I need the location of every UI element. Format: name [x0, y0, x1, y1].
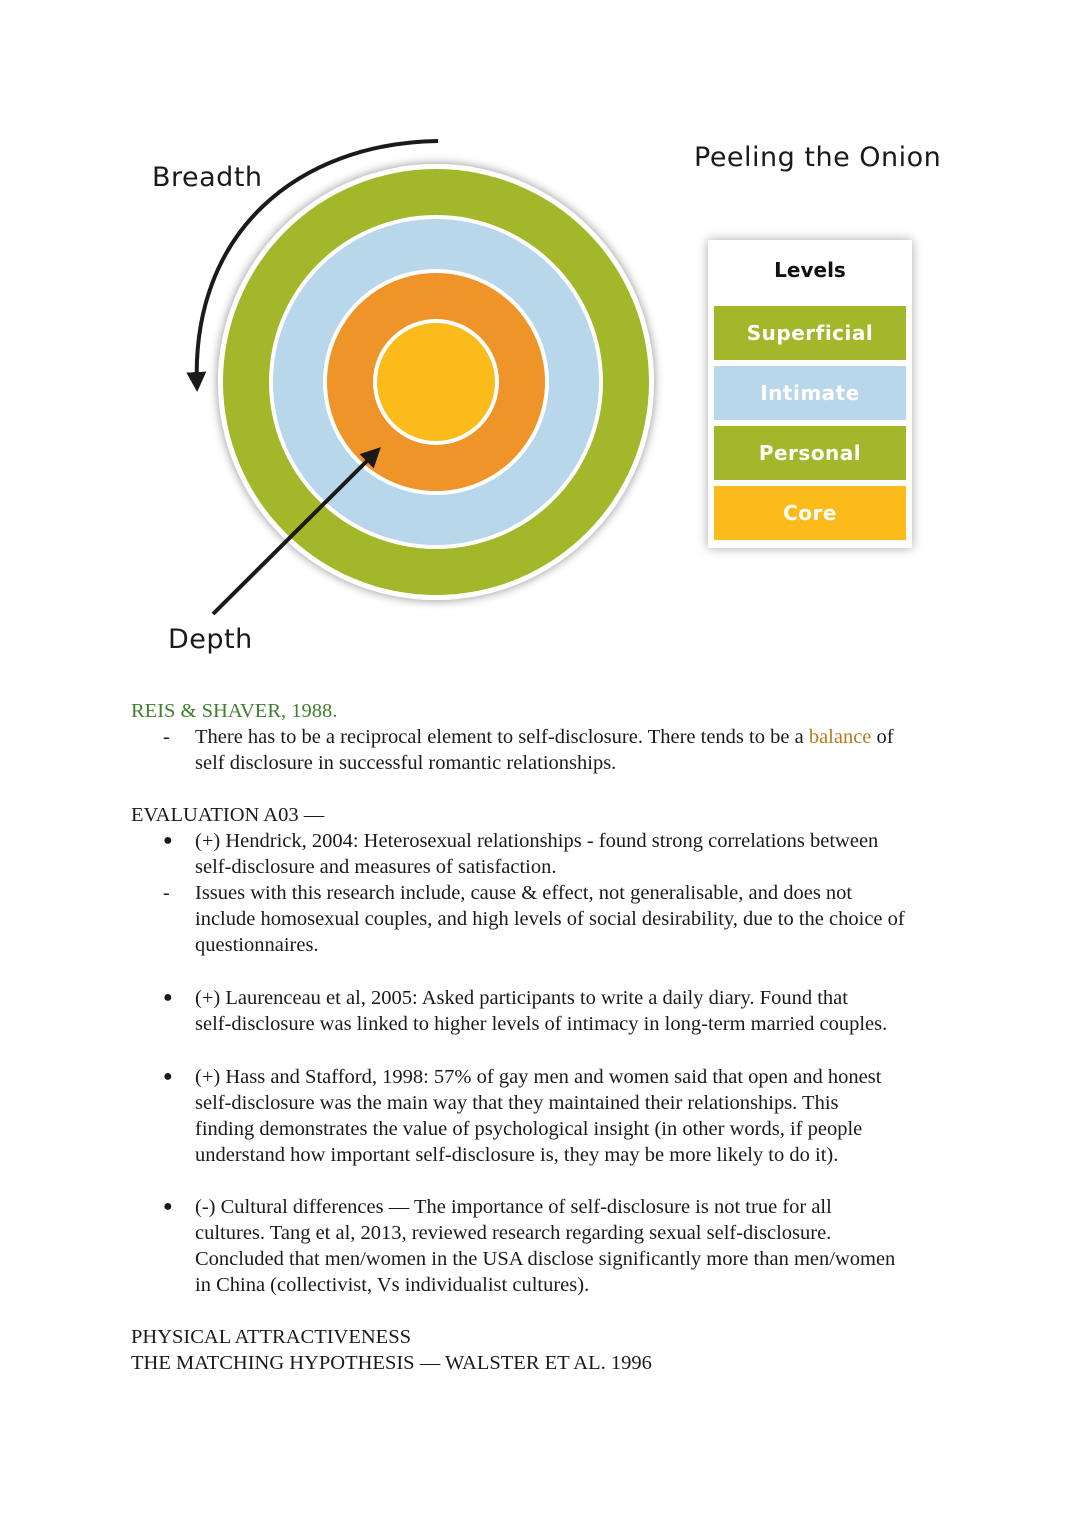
matching-hypothesis-heading: THE MATCHING HYPOTHESIS — WALSTER ET AL. 1996 — [131, 1352, 652, 1374]
hass-line-2: self-disclosure was the main way that they maintained their relationships. This — [195, 1092, 839, 1114]
laurenceau-line-2: self-disclosure was linked to higher levels of intimacy in long-term married couples. — [195, 1013, 888, 1035]
cultural-line-2: cultures. Tang et al, 2013, reviewed research regarding sexual self-disclosure. — [195, 1222, 832, 1244]
bullet-marker: ● — [163, 1068, 173, 1085]
onion-ring-core — [377, 323, 495, 441]
physical-attractiveness-heading: PHYSICAL ATTRACTIVENESS — [131, 1326, 412, 1348]
onion-diagram — [0, 0, 1080, 680]
legend-item-intimate: Intimate — [714, 366, 906, 420]
hass-line-3: finding demonstrates the value of psychological insight (in other words, if people — [195, 1118, 863, 1140]
breadth-label: Breadth — [152, 162, 263, 193]
bullet-marker: ● — [163, 832, 173, 849]
diagram-title: Peeling the Onion — [694, 142, 942, 173]
reis-heading: REIS & SHAVER, 1988. — [131, 700, 338, 722]
onion-rings-graphic — [0, 0, 1080, 680]
legend-item-superficial: Superficial — [714, 306, 906, 360]
issues-line-3: questionnaires. — [195, 934, 319, 956]
legend-item-personal: Personal — [714, 426, 906, 480]
cultural-line-3: Concluded that men/women in the USA disclose significantly more than men/women — [195, 1248, 896, 1270]
reis-line-2: self disclosure in successful romantic relationships. — [195, 752, 617, 774]
laurenceau-line-1: (+) Laurenceau et al, 2005: Asked participants to write a daily diary. Found that — [195, 987, 848, 1009]
hass-line-4: understand how important self-disclosure is, they may be more likely to do it). — [195, 1144, 839, 1166]
issues-line-2: include homosexual couples, and high levels of social desirability, due to the choice of — [195, 908, 905, 930]
dash-marker: - — [163, 726, 170, 748]
reis-line-1-a: There has to be a reciprocal element to self-disclosure. There tends to be a — [195, 726, 809, 748]
balance-highlight: balance — [808, 726, 872, 748]
hendrick-line-1: (+) Hendrick, 2004: Heterosexual relationships - found strong correlations between — [195, 830, 879, 852]
levels-legend — [708, 240, 912, 548]
bullet-marker: ● — [163, 1198, 173, 1215]
bullet-marker: ● — [163, 989, 173, 1006]
reis-line-1 — [195, 724, 894, 750]
dash-marker: - — [163, 882, 170, 904]
cultural-line-1: (-) Cultural differences — The importance of self-disclosure is not true for all — [195, 1196, 832, 1218]
legend-item-core: Core — [714, 486, 906, 540]
cultural-line-4: in China (collectivist, Vs individualist cultures). — [195, 1274, 590, 1296]
evaluation-heading: EVALUATION A03 — — [131, 804, 325, 826]
hass-line-1: (+) Hass and Stafford, 1998: 57% of gay men and women said that open and honest — [195, 1066, 882, 1088]
hendrick-line-2: self-disclosure and measures of satisfaction. — [195, 856, 557, 878]
reis-line-1-b: of — [871, 726, 894, 748]
legend-heading: Levels — [774, 258, 846, 282]
issues-line-1: Issues with this research include, cause & effect, not generalisable, and does not — [195, 882, 853, 904]
depth-label: Depth — [168, 624, 253, 655]
